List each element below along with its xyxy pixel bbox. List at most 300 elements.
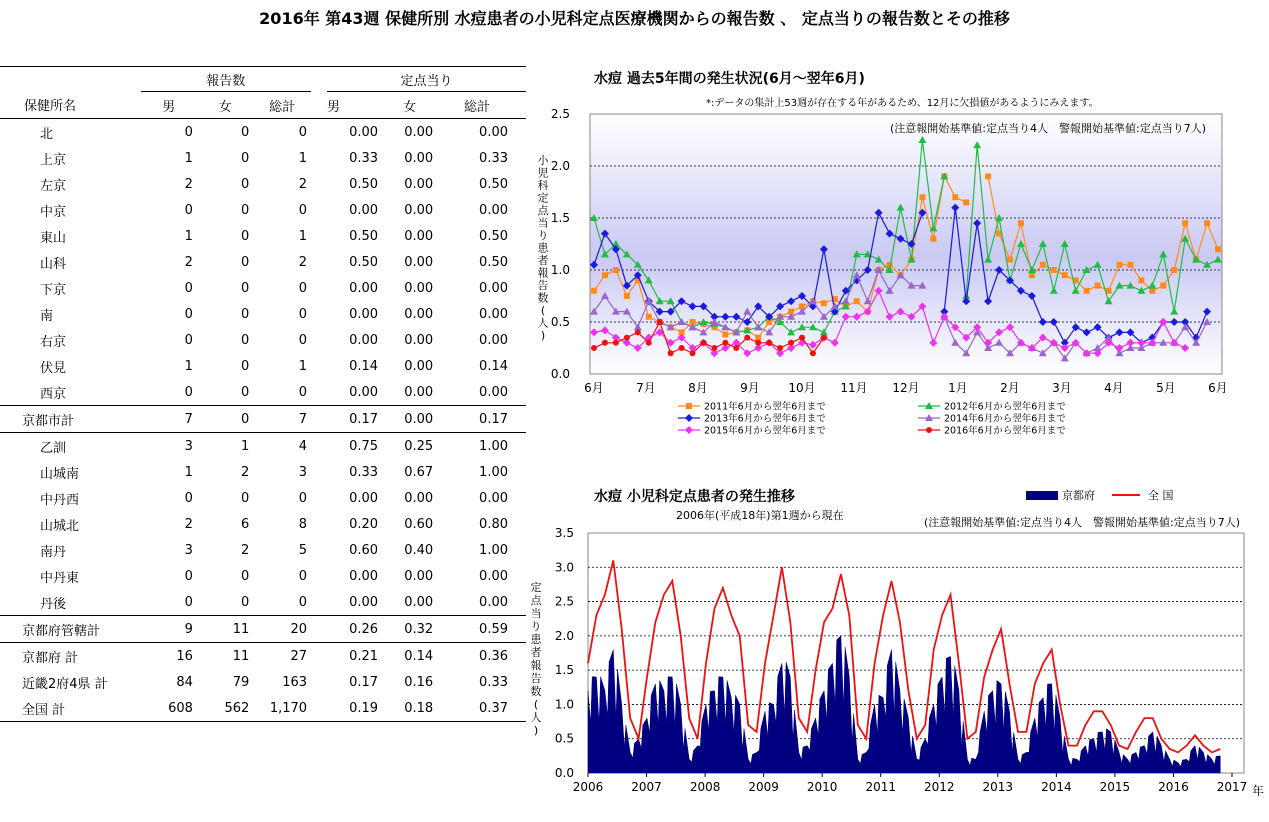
cell-female: 0 — [240, 150, 250, 166]
cell-total: 0 — [298, 332, 308, 348]
chart1-data-point — [1204, 220, 1210, 226]
chart1-ylabel-char: 数 — [537, 291, 549, 305]
cell-per-male: 0.75 — [327, 433, 382, 460]
cell-per-female: 0.00 — [404, 568, 434, 584]
cell-per-female: 0.67 — [404, 464, 434, 480]
cell-per-female: 0.00 — [382, 406, 437, 433]
chart2-xtick-label: 2008 — [689, 780, 721, 794]
cell-total: 20 — [253, 616, 311, 643]
cell-per-total: 0.00 — [479, 490, 508, 506]
chart2-title: 水痘 小児科定点患者の発生推移 — [594, 489, 795, 505]
chart1-ylabel-char: 患 — [537, 241, 549, 255]
chart1-ylabel-char: り — [537, 229, 549, 242]
cell-male: 0 — [184, 594, 193, 610]
cell-per-female: 0.00 — [404, 358, 434, 374]
chart1-ylabel-char: 人 — [537, 316, 549, 330]
chart1-xtick-label: 8月 — [688, 381, 708, 395]
cell-per-female: 0.00 — [404, 150, 434, 166]
chart1-ytick-label: 0.5 — [550, 315, 570, 329]
row-name: 丹後 — [40, 596, 67, 612]
cell-total: 2 — [298, 176, 308, 192]
header-blank — [0, 67, 141, 92]
row-name: 南 — [40, 308, 54, 324]
cell-male: 0 — [184, 490, 193, 506]
chart2-xtick-label: 2007 — [631, 780, 662, 794]
chart2-ylabel-char: 告 — [530, 672, 542, 685]
chart1-xtick-label: 11月 — [840, 381, 868, 395]
cell-per-total: 0.33 — [479, 150, 508, 166]
cell-per-male: 0.00 — [349, 124, 379, 140]
chart2-ytick-label: 3.0 — [554, 560, 574, 575]
chart1-data-point — [733, 345, 739, 351]
cell-female: 562 — [197, 695, 253, 722]
cell-total: 5 — [298, 542, 308, 558]
cell-per-male: 0.60 — [349, 542, 379, 558]
chart1-legend-label: 2016年6月から翌年6月まで — [944, 425, 1066, 437]
chart1-data-point — [799, 335, 805, 341]
col-header-per-female: 女 — [382, 92, 437, 119]
cell-per-total: 0.50 — [479, 176, 508, 192]
chart1-data-point — [635, 329, 641, 335]
cell-per-female: 0.14 — [382, 643, 437, 670]
chart2-ytick-label: 0.0 — [554, 766, 574, 780]
table-row — [0, 353, 526, 379]
cell-total: 1 — [298, 228, 308, 244]
chart1-legend-label: 2013年6月から翌年6月まで — [704, 413, 826, 425]
chart1-data-point — [1007, 257, 1013, 263]
row-name: 全国 計 — [0, 695, 141, 722]
cell-per-male: 0.00 — [349, 306, 379, 322]
chart2-ylabel-char: 点 — [530, 594, 542, 607]
chart1-data-point — [1040, 262, 1046, 268]
chart1-data-point — [1149, 288, 1155, 294]
table-row — [0, 145, 526, 171]
chart2-ytick-label: 3.5 — [554, 526, 574, 540]
chart1-data-point — [711, 345, 717, 351]
chart2-legend-label-national: 全 国 — [1148, 489, 1174, 502]
chart1-ytick-label: 0.0 — [550, 367, 570, 381]
cell-per-female: 0.00 — [404, 384, 434, 400]
row-name: 右京 — [40, 334, 67, 350]
chart1-data-point — [1095, 283, 1101, 289]
table-row — [0, 669, 526, 695]
chart2-ytick-label: 1.0 — [554, 697, 574, 712]
chart2-xtick-label: 2012 — [923, 780, 955, 794]
chart1-data-point — [755, 340, 761, 346]
cell-per-total: 0.00 — [479, 124, 508, 140]
cell-per-total: 0.80 — [479, 516, 508, 532]
cell-total: 0 — [298, 594, 308, 610]
cell-total: 0 — [298, 280, 308, 296]
cell-male: 3 — [184, 542, 193, 558]
cell-total: 2 — [298, 254, 308, 270]
chart1-data-point — [1029, 272, 1035, 278]
cell-male: 3 — [141, 433, 197, 460]
chart1-legend-marker — [926, 427, 932, 433]
chart1-ylabel-char: 者 — [537, 254, 549, 267]
chart2-ylabel-char: 患 — [530, 633, 542, 646]
chart1-ylabel-char: 科 — [537, 179, 549, 192]
row-name: 山城南 — [40, 466, 80, 482]
chart1-ylabel-char: 定 — [537, 191, 549, 205]
cell-per-female: 0.00 — [404, 228, 434, 244]
chart1-title: 水痘 過去5年間の発生状況(6月～翌年6月) — [594, 71, 865, 87]
cell-per-total: 0.00 — [479, 594, 508, 610]
chart1-xtick-label: 2月 — [1000, 381, 1020, 395]
cell-per-total: 0.00 — [479, 332, 508, 348]
chart1-data-point — [963, 199, 969, 205]
chart1-data-point — [1062, 272, 1068, 278]
chart1-legend-label: 2015年6月から翌年6月まで — [704, 425, 826, 437]
row-name: 山城北 — [40, 518, 80, 534]
chart1-data-point — [722, 331, 728, 337]
row-name: 中丹西 — [40, 492, 80, 508]
cell-per-male: 0.21 — [327, 643, 382, 670]
cell-per-male: 0.50 — [349, 228, 379, 244]
cell-male: 0 — [184, 568, 193, 584]
cell-male: 0 — [184, 332, 193, 348]
chart1-data-point — [613, 340, 619, 346]
chart2-ytick-label: 1.5 — [554, 663, 574, 678]
chart1-data-point — [1051, 267, 1057, 273]
cell-total: 7 — [253, 406, 311, 433]
cell-male: 7 — [141, 406, 197, 433]
chart1-data-point — [788, 340, 794, 346]
chart1-xtick-label: 4月 — [1104, 381, 1124, 395]
chart1-ytick-label: 1.5 — [550, 211, 570, 225]
chart1-data-point — [1160, 283, 1166, 289]
col-header-male: 男 — [141, 92, 197, 119]
chart2-legend-swatch-kyoto — [1026, 491, 1058, 500]
cell-female: 0 — [240, 176, 250, 192]
chart1-data-point — [591, 345, 597, 351]
cell-female: 0 — [240, 254, 250, 270]
chart2-xtick-label: 2011 — [865, 780, 897, 794]
cell-total: 163 — [282, 674, 308, 690]
cell-per-female: 0.00 — [404, 490, 434, 506]
chart1-data-point — [821, 300, 827, 306]
chart1-data-point — [810, 350, 816, 356]
chart1-xtick-label: 9月 — [740, 381, 760, 395]
table-row — [0, 643, 526, 670]
table-row — [0, 301, 526, 327]
cell-female: 0 — [240, 202, 250, 218]
chart1-data-point — [690, 350, 696, 356]
chart1-data-point — [1084, 288, 1090, 294]
table-row — [0, 327, 526, 353]
cell-male: 9 — [141, 616, 197, 643]
report-table — [0, 66, 526, 722]
cell-per-female: 0.00 — [404, 594, 434, 610]
table-row — [0, 406, 526, 433]
chart1-ylabel-char: ( — [540, 304, 546, 317]
table-row — [0, 459, 526, 485]
row-name: 上京 — [40, 152, 67, 168]
chart1-data-point — [602, 272, 608, 278]
chart1-xtick-label: 10月 — [788, 381, 816, 395]
cell-per-female: 0.00 — [404, 202, 434, 218]
chart2-ylabel-char: ) — [533, 724, 539, 737]
cell-per-total: 0.14 — [479, 358, 508, 374]
chart1-data-point — [1171, 267, 1177, 273]
cell-female: 0 — [240, 384, 250, 400]
cell-per-total: 0.33 — [479, 674, 508, 690]
group-header-per-site: 定点当り — [327, 67, 526, 92]
chart1-xtick-label: 5月 — [1156, 381, 1176, 395]
cell-per-total: 0.00 — [479, 306, 508, 322]
cell-per-total: 0.17 — [437, 406, 526, 433]
cell-total: 0 — [298, 202, 308, 218]
row-name: 西京 — [40, 386, 67, 402]
chart1-data-point — [1182, 220, 1188, 226]
chart2-ylabel-char: り — [530, 620, 542, 633]
table-row — [0, 485, 526, 511]
chart1-data-point — [744, 335, 750, 341]
cell-male: 1 — [184, 228, 193, 244]
chart1-data-point — [657, 319, 663, 325]
chart1-ylabel-char: 報 — [537, 266, 549, 280]
chart1-data-point — [1138, 277, 1144, 283]
chart1-ytick-label: 1.0 — [550, 263, 570, 277]
cell-per-female: 0.00 — [404, 176, 434, 192]
cell-female: 0 — [240, 332, 250, 348]
table-row — [0, 275, 526, 301]
cell-male: 608 — [141, 695, 197, 722]
chart1-xtick-label: 7月 — [636, 381, 656, 395]
cell-per-female: 0.00 — [404, 332, 434, 348]
cell-per-total: 0.00 — [479, 280, 508, 296]
cell-per-total: 1.00 — [437, 433, 526, 460]
page-title: 2016年 第43週 保健所別 水痘患者の小児科定点医療機関からの報告数 、 定点当りの報告数とその推移 — [259, 9, 1010, 28]
cell-total: 8 — [298, 516, 308, 532]
chart1-data-point — [722, 340, 728, 346]
chart1-ylabel-char: 当 — [537, 216, 549, 230]
report-table-container — [0, 66, 526, 722]
chart2-ytick-label: 2.5 — [554, 594, 574, 609]
chart1-data-point — [1127, 262, 1133, 268]
cell-per-male: 0.00 — [349, 280, 379, 296]
chart2-xtick-label: 2006 — [572, 780, 604, 794]
cell-male: 0 — [184, 202, 193, 218]
cell-per-male: 0.17 — [327, 406, 382, 433]
col-header-total: 総計 — [253, 92, 311, 119]
chart2-xtick-label: 2016 — [1158, 780, 1189, 794]
table-row — [0, 616, 526, 643]
cell-per-male: 0.19 — [327, 695, 382, 722]
cell-per-total: 1.00 — [479, 542, 508, 558]
chart1-legend-label: 2014年6月から翌年6月まで — [944, 413, 1066, 425]
cell-total: 1 — [298, 150, 308, 166]
cell-female: 6 — [240, 516, 250, 532]
row-name: 近畿2府4県 計 — [22, 676, 108, 692]
chart1-data-point — [1116, 262, 1122, 268]
row-name: 乙訓 — [0, 433, 141, 460]
cell-per-female: 0.00 — [404, 280, 434, 296]
cell-male: 16 — [141, 643, 197, 670]
cell-per-total: 0.59 — [437, 616, 526, 643]
chart2-legend-label-kyoto: 京都府 — [1062, 489, 1095, 502]
cell-per-male: 0.00 — [349, 384, 379, 400]
cell-per-male: 0.17 — [349, 674, 379, 690]
cell-per-male: 0.00 — [349, 332, 379, 348]
row-name: 南丹 — [40, 544, 67, 560]
cell-per-male: 0.33 — [349, 464, 379, 480]
chart2-xtick-label: 2013 — [982, 780, 1014, 794]
row-name: 北 — [40, 126, 54, 142]
cell-male: 1 — [184, 464, 193, 480]
chart1-xtick-label: 6月 — [584, 381, 604, 395]
cell-male: 2 — [184, 516, 193, 532]
cell-per-male: 0.00 — [349, 594, 379, 610]
cell-per-total: 0.36 — [437, 643, 526, 670]
cell-per-male: 0.00 — [349, 202, 379, 218]
chart1-legend-marker — [685, 426, 693, 434]
cell-total: 0 — [298, 490, 308, 506]
cell-per-total: 0.00 — [479, 202, 508, 218]
chart1-data-point — [679, 345, 685, 351]
cell-per-male: 0.33 — [349, 150, 379, 166]
chart1-svg — [526, 106, 1226, 446]
cell-male: 0 — [184, 384, 193, 400]
table-row — [0, 589, 526, 616]
chart1-xtick-label: 3月 — [1052, 381, 1072, 395]
chart1-ylabel-char: 告 — [537, 279, 549, 292]
chart1-xtick-label: 1月 — [948, 381, 968, 395]
cell-female: 0 — [240, 568, 250, 584]
chart1-ytick-label: 2.0 — [550, 159, 570, 173]
table-row — [0, 223, 526, 249]
cell-female: 1 — [197, 433, 253, 460]
chart2-xtick-label: 2017 — [1216, 780, 1248, 794]
chart1-data-point — [930, 236, 936, 242]
chart2-ylabel-char: 当 — [530, 607, 542, 620]
row-name: 左京 — [40, 178, 67, 194]
cell-total: 0 — [298, 384, 308, 400]
table-row — [0, 563, 526, 589]
chart2-ylabel-char: 者 — [530, 646, 542, 659]
cell-per-male: 0.26 — [327, 616, 382, 643]
cell-total: 1,170 — [253, 695, 311, 722]
table-row — [0, 379, 526, 406]
cell-total: 0 — [298, 124, 308, 140]
chart1-data-point — [602, 340, 608, 346]
table-row — [0, 249, 526, 275]
table-row — [0, 433, 526, 460]
table-row — [0, 171, 526, 197]
col-header-per-total: 総計 — [437, 92, 526, 119]
chart2-xtick-label: 2014 — [1041, 780, 1072, 794]
chart2-ylabel-char: ( — [533, 698, 539, 711]
chart2-xtick-label: 2009 — [748, 780, 779, 794]
chart1-data-point — [624, 335, 630, 341]
cell-per-total: 0.50 — [479, 254, 508, 270]
row-name: 京都府 計 — [0, 643, 141, 670]
chart1-ylabel-char: 点 — [537, 204, 549, 217]
cell-per-female: 0.60 — [404, 516, 434, 532]
chart1-data-point — [821, 335, 827, 341]
cell-male: 2 — [184, 254, 193, 270]
chart1-note: *:データの集計上53週が存在する年があるため、12月に欠損値があるようにみえます。 — [706, 98, 1099, 109]
chart2-ylabel-char: 定 — [530, 581, 542, 594]
cell-per-female: 0.00 — [404, 254, 434, 270]
col-header-female: 女 — [197, 92, 253, 119]
chart2-xunit: 年 — [1252, 784, 1265, 798]
row-name: 東山 — [40, 230, 67, 246]
cell-total: 0 — [298, 568, 308, 584]
chart2-ytick-label: 0.5 — [554, 731, 574, 746]
row-name: 京都府管轄計 — [0, 616, 141, 643]
cell-per-total: 0.37 — [437, 695, 526, 722]
cell-female: 0 — [240, 124, 250, 140]
cell-female: 0 — [240, 280, 250, 296]
chart2-subtitle: 2006年(平成18年)第1週から現在 — [676, 509, 844, 522]
chart1-legend-marker — [685, 414, 693, 422]
cell-male: 1 — [184, 358, 193, 374]
row-name: 伏見 — [40, 360, 67, 376]
col-header-per-male: 男 — [327, 92, 382, 119]
cell-per-male: 0.14 — [349, 358, 379, 374]
chart2-svg — [526, 485, 1266, 798]
cell-male: 0 — [184, 124, 193, 140]
chart1-ylabel-char: 小 — [537, 154, 549, 167]
chart1-data-point — [1215, 246, 1221, 252]
chart2-ylabel-char: 人 — [530, 711, 542, 724]
cell-per-female: 0.00 — [404, 124, 434, 140]
cell-total: 1 — [298, 358, 308, 374]
cell-female: 0 — [240, 358, 250, 374]
cell-total: 0 — [298, 306, 308, 322]
cell-per-female: 0.16 — [404, 674, 434, 690]
cell-per-female: 0.32 — [382, 616, 437, 643]
cell-total: 3 — [298, 464, 308, 480]
table-body — [0, 119, 526, 722]
chart2-threshold-note: (注意報開始基準値:定点当り4人 警報開始基準値:定点当り7人) — [924, 516, 1240, 529]
row-name: 京都市計 — [0, 406, 141, 433]
chart2-ylabel-char: 数 — [530, 685, 542, 698]
table-row — [0, 695, 526, 722]
chart1-ylabel-char: ) — [540, 329, 546, 342]
cell-per-male: 0.00 — [349, 490, 379, 506]
group-header-reports: 報告数 — [141, 67, 312, 92]
chart1-data-point — [952, 194, 958, 200]
cell-female: 0 — [240, 306, 250, 322]
chart1-data-point — [1018, 220, 1024, 226]
chart1-legend-label: 2011年6月から翌年6月まで — [704, 401, 826, 413]
cell-per-male: 0.20 — [349, 516, 379, 532]
cell-per-total: 1.00 — [479, 464, 508, 480]
chart1-plot-area — [590, 114, 1222, 374]
chart1-data-point — [854, 298, 860, 304]
cell-female: 0 — [197, 406, 253, 433]
cell-female: 2 — [240, 542, 250, 558]
chart1-data-point — [985, 173, 991, 179]
chart2-xtick-label: 2010 — [806, 780, 838, 794]
table-row — [0, 197, 526, 223]
chart2-ytick-label: 2.0 — [554, 628, 574, 643]
table-row — [0, 537, 526, 563]
cell-male: 0 — [184, 280, 193, 296]
chart1-data-point — [700, 340, 706, 346]
chart1-legend-label: 2012年6月から翌年6月まで — [944, 401, 1066, 413]
row-name: 山科 — [40, 256, 67, 272]
row-name: 下京 — [40, 282, 67, 298]
cell-per-male: 0.50 — [349, 254, 379, 270]
chart1-xtick-label: 6月 — [1208, 381, 1228, 395]
cell-male: 84 — [176, 674, 193, 690]
row-name: 中京 — [40, 204, 67, 220]
cell-total: 27 — [253, 643, 311, 670]
chart1-data-point — [919, 194, 925, 200]
